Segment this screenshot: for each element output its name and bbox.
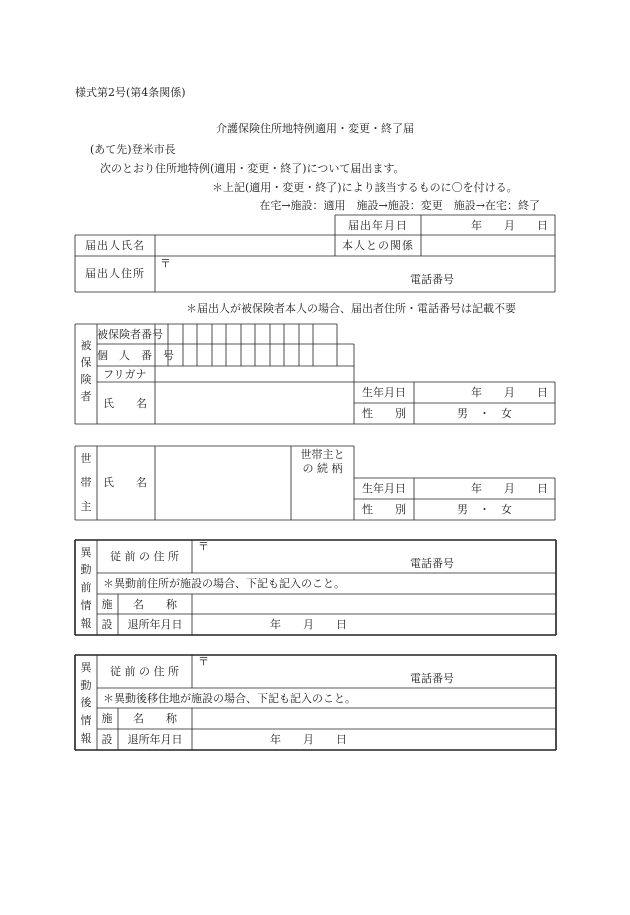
after-side-5: 報 (80, 732, 92, 745)
insured-side-3: 険 (80, 373, 92, 386)
before-leave-date-value[interactable]: 年 月 日 (270, 618, 347, 631)
before-side-2: 動 (80, 563, 92, 576)
personal-number-label: 個 人 番 号 (97, 349, 174, 362)
before-side-1: 異 (80, 546, 92, 559)
after-side-1: 異 (80, 661, 92, 674)
householder-sex-value[interactable]: 男 ・ 女 (457, 503, 512, 516)
before-postal-mark-icon: 〒 (198, 540, 209, 553)
personal-number-field[interactable] (156, 345, 353, 365)
notifier-note: ＊届出人が被保険者本人の場合、届出者住所・電話番号は記載不要 (186, 302, 516, 315)
notifier-address-label: 届出人住所 (85, 267, 145, 280)
before-side-3: 前 (80, 581, 92, 594)
before-phone-label: 電話番号 (410, 557, 454, 570)
after-side-4: 情 (80, 714, 92, 727)
note-circle: ＊上記(適用・変更・終了)により該当するものに〇を付ける。 (212, 181, 518, 194)
notifier-name-label: 届出人氏名 (85, 239, 145, 252)
insured-number-label: 被保険者番号 (97, 328, 163, 341)
before-side-4: 情 (80, 599, 92, 612)
after-facility-name-field[interactable] (193, 709, 555, 728)
after-facility-side-1: 施 (101, 712, 113, 725)
insured-name-field[interactable] (156, 383, 353, 423)
notifier-phone-label: 電話番号 (410, 273, 454, 286)
notify-date-value[interactable]: 年 月 日 (471, 219, 548, 232)
before-side-5: 報 (80, 617, 92, 630)
insured-name-label: 氏 名 (103, 397, 147, 410)
householder-name-field[interactable] (156, 447, 290, 519)
intro-text: 次のとおり住所地特例(適用・変更・終了)について届出ます。 (100, 162, 405, 175)
householder-relation-field[interactable] (292, 479, 353, 519)
notifier-name-field[interactable] (156, 236, 334, 255)
note-cases: 在宅→施設：適用 施設→施設：変更 施設→在宅：終了 (259, 199, 540, 212)
insured-number-field[interactable] (156, 325, 336, 343)
notifier-address-field[interactable] (156, 257, 554, 291)
after-postal-mark-icon: 〒 (198, 655, 209, 668)
insured-sex-value[interactable]: 男 ・ 女 (457, 407, 512, 420)
relation-field[interactable] (422, 236, 554, 255)
after-leave-date-value[interactable]: 年 月 日 (270, 733, 347, 746)
after-address-field[interactable] (193, 656, 555, 687)
householder-side-1: 世 (80, 452, 92, 465)
before-facility-name-label: 名 称 (133, 598, 177, 611)
householder-sex-label: 性 別 (362, 503, 406, 516)
addressee: (あて先)登米市長 (90, 143, 176, 156)
after-facility-side-2: 設 (101, 733, 113, 746)
after-facility-name-label: 名 称 (133, 712, 177, 725)
before-facility-side-2: 設 (101, 618, 113, 631)
after-note: ＊異動後移住地が施設の場合、下記も記入のこと。 (103, 692, 356, 705)
relation-label: 本人との関係 (342, 239, 414, 252)
after-side-2: 動 (80, 679, 92, 692)
notify-date-label: 届出年月日 (348, 219, 408, 232)
form-number: 様式第2号(第4条関係) (75, 86, 186, 99)
before-leave-date-label: 退所年月日 (127, 618, 183, 631)
before-facility-name-field[interactable] (193, 595, 555, 613)
after-address-label: 従 前 の 住 所 (110, 665, 179, 678)
householder-relation-label-1: 世帯主と (300, 448, 345, 461)
furigana-field[interactable] (156, 367, 354, 381)
householder-side-3: 主 (80, 500, 92, 513)
insured-birth-value[interactable]: 年 月 日 (471, 386, 548, 399)
form-title: 介護保険住所地特例適用・変更・終了届 (216, 122, 414, 135)
householder-name-label: 氏 名 (103, 476, 147, 489)
before-address-label: 従 前 の 住 所 (110, 550, 179, 563)
postal-mark-icon: 〒 (160, 257, 171, 270)
insured-side-4: 者 (80, 390, 92, 403)
furigana-label: フリガナ (103, 368, 147, 381)
insured-sex-label: 性 別 (362, 407, 406, 420)
before-address-field[interactable] (193, 541, 555, 572)
householder-side-2: 帯 (80, 476, 92, 489)
after-leave-date-label: 退所年月日 (127, 733, 183, 746)
insured-birth-label: 生年月日 (362, 386, 406, 399)
householder-relation-label-2: の 続 柄 (302, 462, 343, 475)
before-facility-side-1: 施 (101, 598, 113, 611)
after-phone-label: 電話番号 (410, 672, 454, 685)
insured-side-1: 被 (80, 339, 92, 352)
householder-birth-label: 生年月日 (362, 482, 406, 495)
after-side-3: 後 (80, 696, 92, 709)
before-note: ＊異動前住所が施設の場合、下記も記入のこと。 (103, 577, 345, 590)
insured-side-2: 保 (80, 356, 92, 369)
householder-birth-value[interactable]: 年 月 日 (471, 482, 548, 495)
